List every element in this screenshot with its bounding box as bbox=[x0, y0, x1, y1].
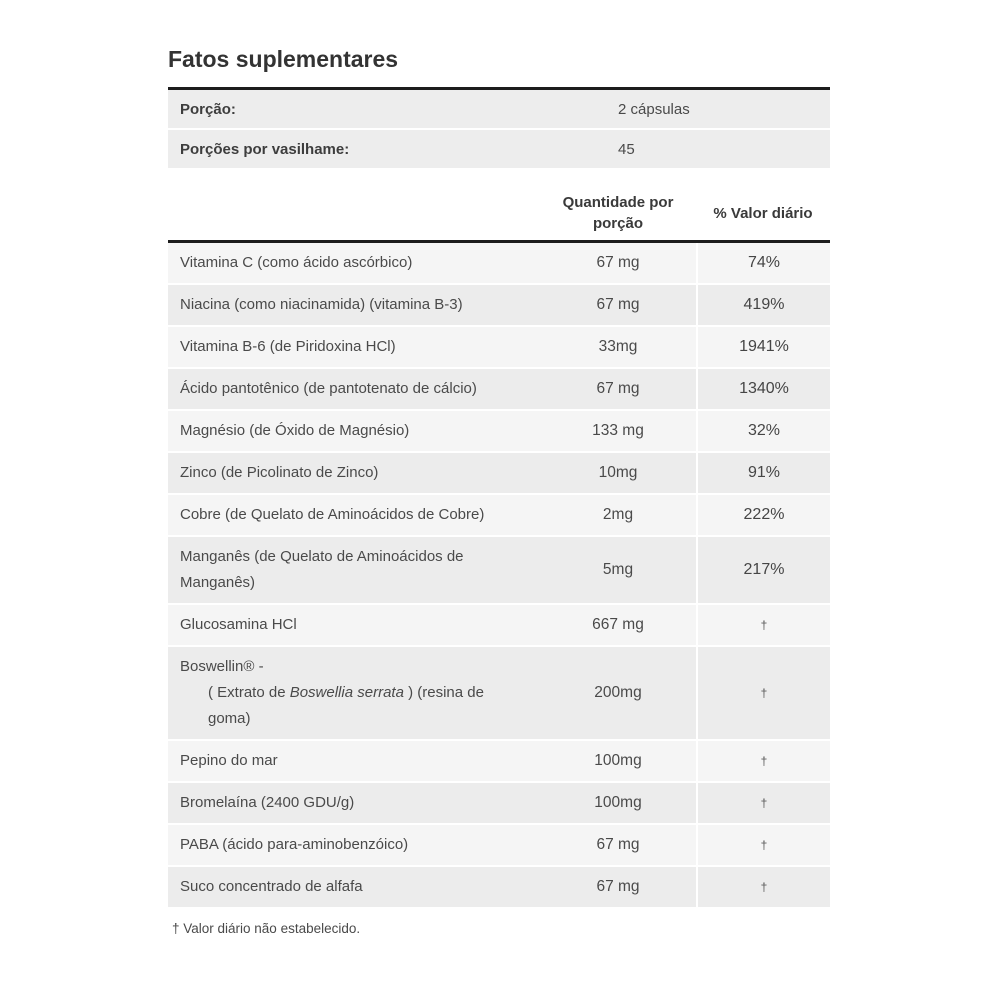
ingredient-name: Boswellin® - ( Extrato de Boswellia serrata ) (resina de goma) bbox=[180, 658, 484, 727]
table-row bbox=[168, 243, 830, 285]
ingredient-column-header-empty bbox=[168, 186, 540, 240]
column-headers bbox=[168, 186, 830, 240]
ingredient-name: Vitamina B-6 (de Piridoxina HCl) bbox=[180, 338, 396, 355]
ingredient-name: Bromelaína (2400 GDU/g) bbox=[180, 794, 355, 811]
ingredient-name: Vitamina C (como ácido ascórbico) bbox=[180, 254, 413, 271]
ingredient-name: Manganês (de Quelato de Aminoácidos de Manganês) bbox=[180, 548, 464, 591]
amount-value: 67 mg bbox=[596, 380, 640, 397]
supplement-facts-panel bbox=[168, 40, 830, 936]
ingredients-table-body bbox=[168, 243, 830, 909]
ingredient-name: Glucosamina HCl bbox=[180, 616, 297, 633]
amount-value: 100mg bbox=[594, 752, 642, 769]
page-title: Fatos suplementares bbox=[168, 46, 399, 72]
ingredient-name: Magnésio (de Óxido de Magnésio) bbox=[180, 422, 410, 439]
daily-value-column-header: % Valor diário bbox=[713, 204, 813, 222]
serving-size-label: Porção: bbox=[180, 100, 236, 118]
daily-value: 217% bbox=[696, 537, 830, 603]
table-row bbox=[168, 605, 830, 647]
table-row bbox=[168, 537, 830, 605]
table-row bbox=[168, 741, 830, 783]
amount-value: 133 mg bbox=[592, 422, 644, 439]
serving-size-value: 2 cápsulas bbox=[618, 100, 690, 118]
table-row bbox=[168, 495, 830, 537]
daily-value: † bbox=[696, 741, 830, 781]
amount-value: 2mg bbox=[602, 506, 634, 523]
amount-value: 67 mg bbox=[596, 836, 640, 853]
daily-value: 91% bbox=[696, 453, 830, 493]
ingredient-name: Ácido pantotênico (de pantotenato de cálcio) bbox=[180, 380, 477, 397]
ingredient-name: Cobre (de Quelato de Aminoácidos de Cobre) bbox=[180, 506, 485, 523]
table-row bbox=[168, 825, 830, 867]
amount-value: 10mg bbox=[598, 464, 638, 481]
table-row bbox=[168, 327, 830, 369]
table-row bbox=[168, 285, 830, 327]
daily-value: † bbox=[696, 867, 830, 907]
amount-value: 33mg bbox=[598, 338, 638, 355]
amount-value: 200mg bbox=[594, 684, 642, 701]
spacer bbox=[168, 170, 830, 186]
table-row bbox=[168, 783, 830, 825]
amount-value: 67 mg bbox=[596, 254, 640, 271]
table-row bbox=[168, 647, 830, 741]
ingredient-name: Suco concentrado de alfafa bbox=[180, 878, 363, 895]
daily-value: 222% bbox=[696, 495, 830, 535]
table-row bbox=[168, 369, 830, 411]
footnote: † Valor diário não estabelecido. bbox=[172, 921, 361, 936]
daily-value: † bbox=[696, 825, 830, 865]
ingredient-name: Zinco (de Picolinato de Zinco) bbox=[180, 464, 379, 481]
daily-value: 32% bbox=[696, 411, 830, 451]
ingredient-name: PABA (ácido para-aminobenzóico) bbox=[180, 836, 409, 853]
table-row bbox=[168, 411, 830, 453]
daily-value: 74% bbox=[696, 243, 830, 283]
servings-per-container-value: 45 bbox=[618, 140, 635, 158]
table-row bbox=[168, 867, 830, 909]
daily-value: † bbox=[696, 647, 830, 739]
amount-value: 5mg bbox=[602, 561, 634, 578]
amount-column-header: Quantidade por porção bbox=[562, 194, 674, 232]
serving-size-row bbox=[168, 90, 830, 130]
daily-value: † bbox=[696, 605, 830, 645]
servings-per-container-label: Porções por vasilhame: bbox=[180, 140, 350, 158]
ingredient-name: Niacina (como niacinamida) (vitamina B-3) bbox=[180, 296, 463, 313]
daily-value: 1941% bbox=[696, 327, 830, 367]
table-row bbox=[168, 453, 830, 495]
daily-value: 419% bbox=[696, 285, 830, 325]
ingredient-name: Pepino do mar bbox=[180, 752, 278, 769]
amount-value: 100mg bbox=[594, 794, 642, 811]
amount-value: 67 mg bbox=[596, 878, 640, 895]
servings-per-container-row bbox=[168, 130, 830, 170]
amount-value: 67 mg bbox=[596, 296, 640, 313]
amount-value: 667 mg bbox=[592, 616, 644, 633]
daily-value: 1340% bbox=[696, 369, 830, 409]
daily-value: † bbox=[696, 783, 830, 823]
